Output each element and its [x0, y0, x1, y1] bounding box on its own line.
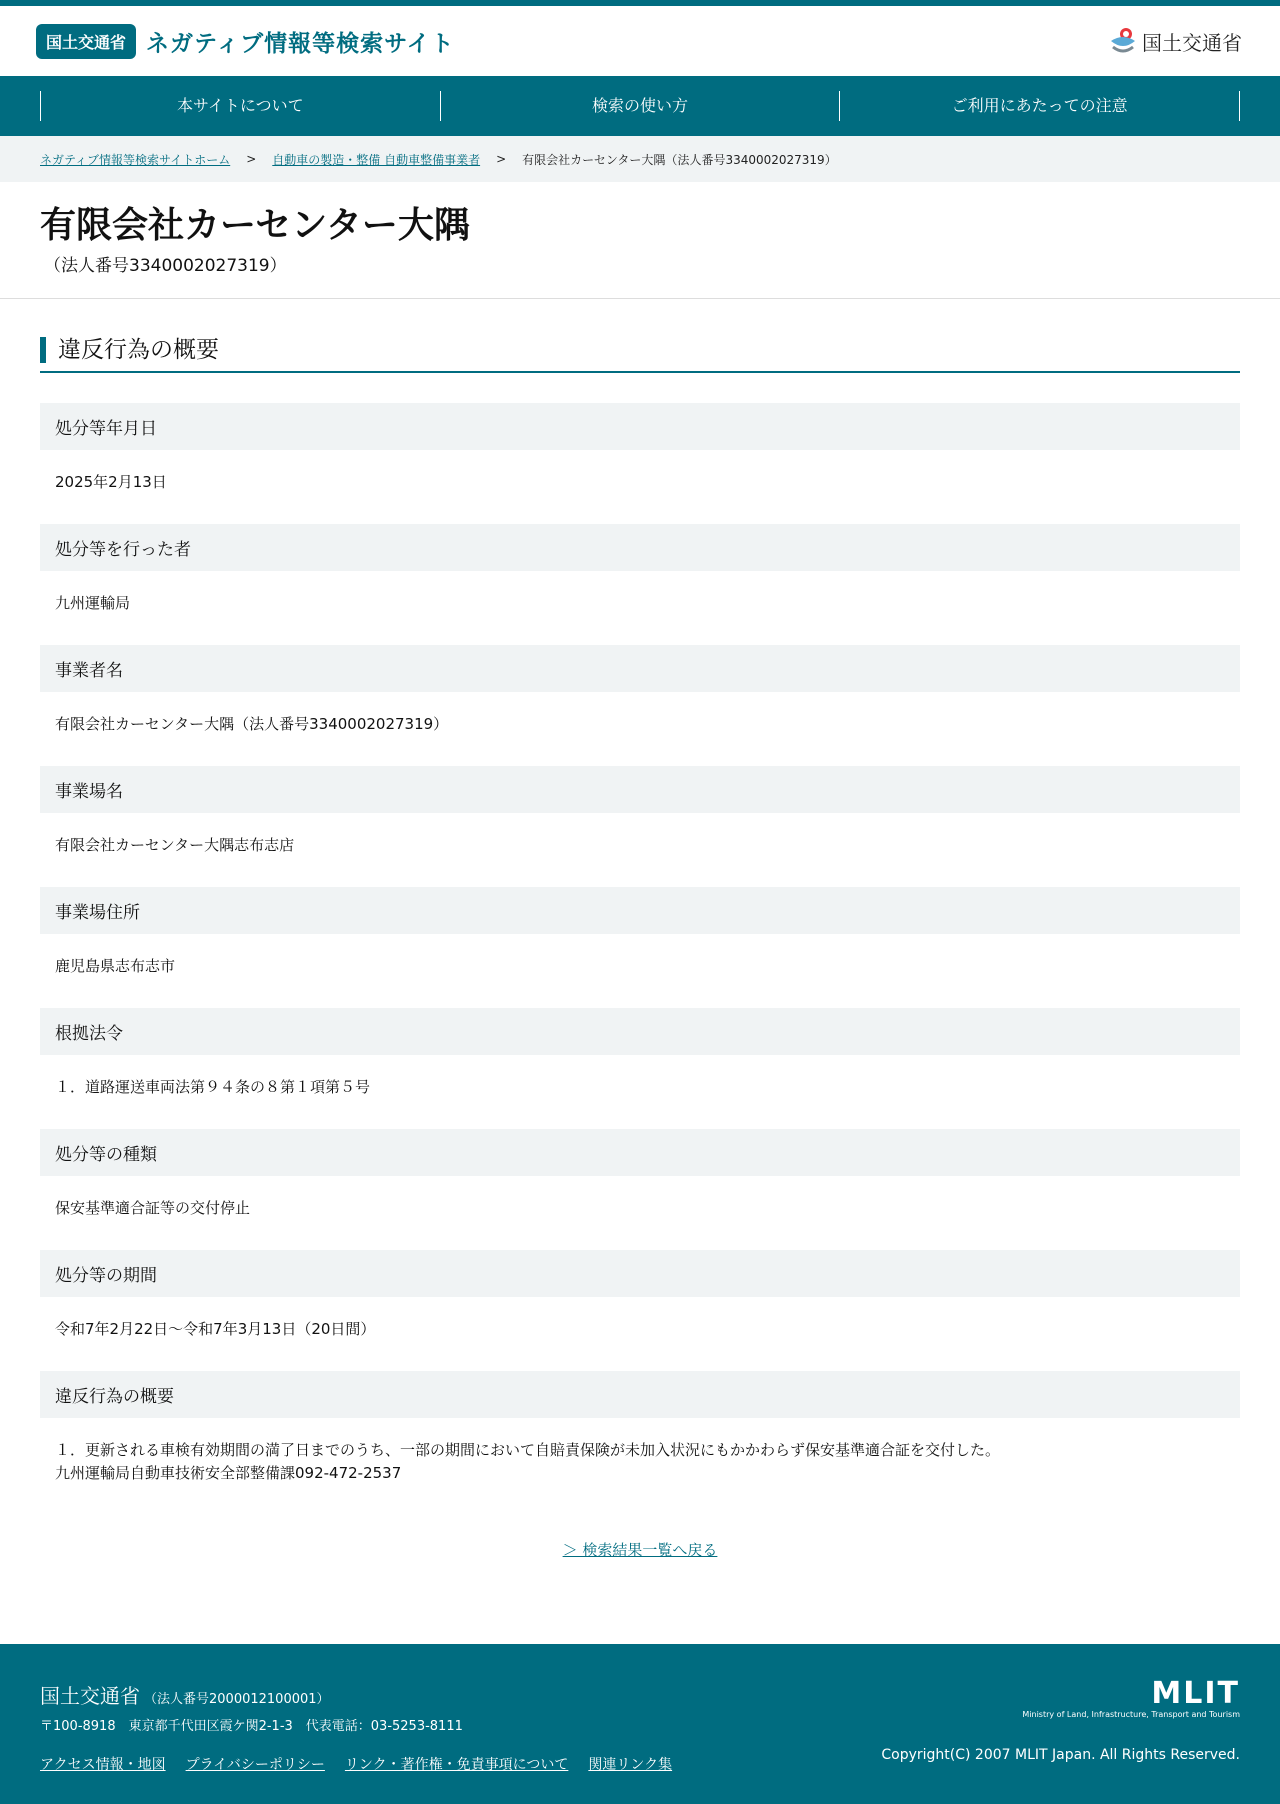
field-value-issuer: 九州運輸局 [55, 594, 131, 612]
field-label-violation-summary: 違反行為の概要 [40, 1371, 1240, 1418]
field-value-disposition-type: 保安基準適合証等の交付停止 [55, 1199, 251, 1217]
site-header [0, 6, 1280, 76]
field-value-disposition-date: 2025年2月13日 [55, 473, 167, 491]
section-heading [40, 337, 1240, 373]
footer-link-copyright[interactable]: リンク・著作権・免責事項について [344, 1757, 569, 1773]
breadcrumb-separator: > [496, 152, 507, 166]
footer-org-name: 国土交通省 [40, 1684, 140, 1708]
copyright: Copyright(C) 2007 MLIT Japan. All Rights Reserved. [881, 1747, 1240, 1763]
main-content [0, 299, 1280, 1560]
back-link-wrap [40, 1539, 1240, 1560]
field-label-issuer: 処分等を行った者 [40, 524, 1240, 571]
field-label-disposition-type: 処分等の種類 [40, 1129, 1240, 1176]
back-to-results-link[interactable]: ＞ 検索結果一覧へ戻る [562, 1541, 718, 1559]
page-header [0, 182, 1280, 299]
field-label-disposition-date: 処分等年月日 [40, 403, 1240, 450]
section-heading-text: 違反行為の概要 [40, 337, 1240, 363]
field-label-disposition-period: 処分等の期間 [40, 1250, 1240, 1297]
field-label-site-name: 事業場名 [40, 766, 1240, 813]
footer-link-privacy[interactable]: プライバシーポリシー [185, 1757, 325, 1773]
breadcrumb [0, 136, 1280, 182]
breadcrumb-category[interactable]: 自動車の製造・整備 自動車整備事業者 [272, 152, 481, 167]
global-nav [0, 76, 1280, 136]
field-value-business-name: 有限会社カーセンター大隅（法人番号3340002027319） [55, 715, 449, 733]
detail-list [40, 403, 1240, 1485]
site-footer [0, 1644, 1280, 1804]
breadcrumb-separator: > [246, 152, 257, 166]
ministry-logo-text: 国土交通省 [1142, 30, 1242, 55]
mlit-logo-tagline: Ministry of Land, Infrastructure, Transport and Tourism [1022, 1710, 1240, 1719]
nav-about-site[interactable]: 本サイトについて [40, 91, 440, 121]
field-label-business-name: 事業者名 [40, 645, 1240, 692]
footer-org-number: （法人番号2000012100001） [144, 1692, 330, 1707]
field-value-site-address: 鹿児島県志布志市 [55, 957, 176, 975]
footer-address: 〒100-8918 東京都千代田区霞ケ関2-1-3 代表電話：03-5253-8111 [40, 1719, 463, 1734]
footer-org [40, 1680, 672, 1709]
violation-summary-text: １．更新される車検有効期間の満了日までのうち、一部の期間において自賠責保険が未加入状況にもかかわらず保安基準適合証を交付した。 [55, 1441, 1001, 1459]
footer-right [881, 1676, 1240, 1774]
breadcrumb-home[interactable]: ネガティブ情報等検索サイトホーム [40, 152, 231, 167]
nav-how-to-search[interactable]: 検索の使い方 [440, 91, 840, 121]
site-title: ネガティブ情報等検索サイト [146, 30, 455, 57]
footer-link-related[interactable]: 関連リンク集 [588, 1757, 673, 1773]
field-value-violation-summary [40, 1418, 1240, 1485]
footer-links [40, 1754, 672, 1774]
field-label-legal-basis: 根拠法令 [40, 1008, 1240, 1055]
nav-usage-notes[interactable]: ご利用にあたっての注意 [839, 91, 1240, 121]
ministry-emblem-icon [1108, 25, 1138, 57]
site-home-link[interactable] [36, 24, 455, 59]
field-value-legal-basis: １．道路運送車両法第９４条の８第１項第５号 [55, 1078, 371, 1096]
mlit-logo: MLIT [1151, 1676, 1240, 1711]
page-title: 有限会社カーセンター大隅 [40, 205, 470, 246]
breadcrumb-current: 有限会社カーセンター大隅（法人番号3340002027319） [522, 152, 837, 167]
ministry-badge: 国土交通省 [36, 24, 136, 59]
field-value-disposition-period: 令和7年2月22日～令和7年3月13日（20日間） [55, 1320, 376, 1338]
page-subtitle: （法人番号3340002027319） [44, 256, 287, 276]
ministry-logo-link[interactable] [1108, 25, 1242, 57]
violation-contact-text: 九州運輸局自動車技術安全部整備課092-472-2537 [55, 1464, 402, 1482]
footer-left [40, 1680, 672, 1774]
footer-link-access[interactable]: アクセス情報・地図 [40, 1757, 166, 1773]
field-value-site-name: 有限会社カーセンター大隅志布志店 [55, 836, 295, 854]
field-label-site-address: 事業場住所 [40, 887, 1240, 934]
